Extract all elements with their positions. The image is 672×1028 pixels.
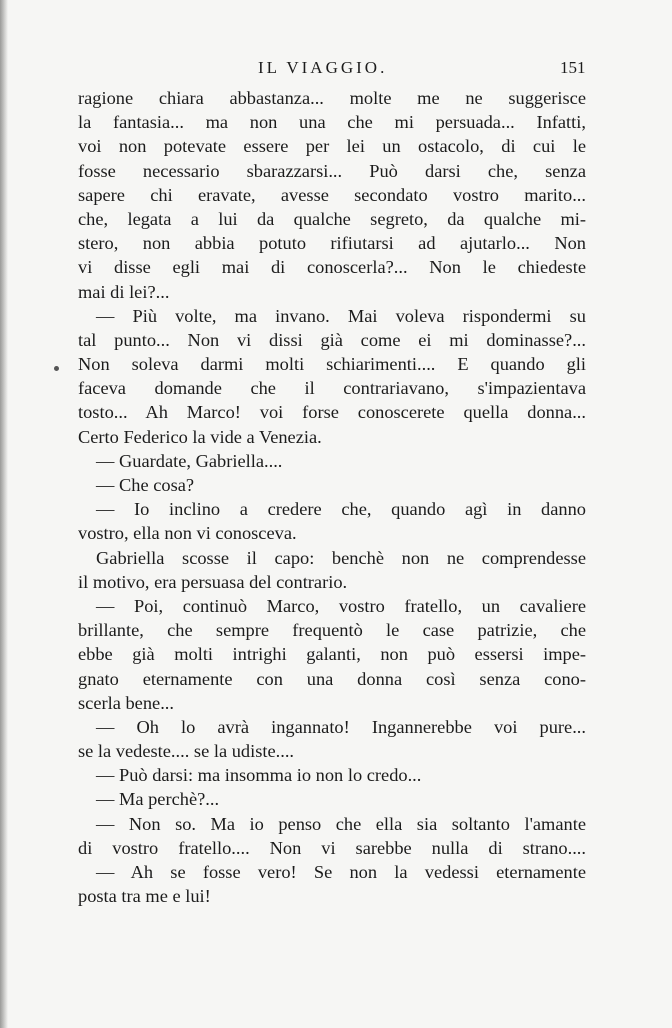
text-line: ragione chiara abbastanza... molte me ne suggerisce — [78, 88, 586, 108]
text-line: il motivo, era persuasa del contrario. — [78, 571, 348, 592]
page-number: 151 — [560, 58, 586, 77]
text-line: — Guardate, Gabriella.... — [96, 450, 283, 471]
ink-speck — [54, 366, 59, 371]
text-line: mai di lei?... — [78, 281, 170, 302]
text-line: vostro, ella non vi conosceva. — [78, 523, 297, 544]
text-line: — Ah se fosse vero! Se non la vedessi eternamente — [96, 862, 586, 882]
text-line: la fantasia... ma non una che mi persuada... Infatti, — [78, 112, 586, 133]
text-line: tal punto... Non vi dissi già come ei mi dominasse?... — [78, 329, 586, 350]
text-line: — Poi, continuò Marco, vostro fratello, un cavaliere — [96, 595, 586, 616]
text-line: Non soleva darmi molti schiarimenti.... E quando gli — [78, 354, 586, 375]
text-line: — Non so. Ma io penso che ella sia soltanto l'amante — [96, 813, 586, 834]
body-text — [78, 86, 586, 908]
text-line: Certo Federico la vide a Venezia. — [78, 426, 322, 447]
text-line: posta tra me e lui! — [78, 886, 211, 907]
text-line: brillante, che sempre frequentò le case patrizie, che — [78, 620, 586, 641]
text-line: vi disse egli mai di conoscerla?... Non le chiedeste — [78, 257, 586, 278]
text-line: — Oh lo avrà ingannato! Ingannerebbe voi pure... — [96, 716, 586, 737]
page-header — [0, 56, 672, 86]
text-line: — Più volte, ma invano. Mai voleva rispondermi su — [96, 305, 586, 326]
binding-gutter — [0, 0, 8, 1028]
text-line: — Ma perchè?... — [96, 789, 220, 810]
text-line: Gabriella scosse il capo: benchè non ne comprendesse — [96, 547, 586, 568]
text-line: — Può darsi: ma insomma io non lo credo... — [96, 765, 422, 786]
running-title: IL VIAGGIO. — [258, 58, 388, 77]
text-line: scerla bene... — [78, 692, 174, 713]
text-line: fosse necessario sbarazzarsi... Può darsi che, senza — [78, 160, 586, 181]
text-line: ebbe già molti intrighi galanti, non può essersi impe- — [78, 644, 586, 665]
text-line: sapere chi eravate, avesse secondato vostro marito... — [78, 184, 586, 205]
text-line: se la vedeste.... se la udiste.... — [78, 741, 295, 762]
text-line: stero, non abbia potuto rifiutarsi ad ajutarlo... Non — [78, 233, 586, 254]
text-line: di vostro fratello.... Non vi sarebbe nulla di strano.... — [78, 837, 586, 858]
text-line: — Io inclino a credere che, quando agì in danno — [96, 499, 586, 520]
text-line: tosto... Ah Marco! voi forse conoscerete quella donna... — [78, 402, 586, 423]
text-line: gnato eternamente con una donna così senza cono- — [78, 668, 586, 689]
text-line: — Che cosa? — [96, 475, 195, 495]
text-line: che, legata a lui da qualche segreto, da qualche mi- — [78, 208, 586, 229]
text-line: voi non potevate essere per lei un ostacolo, di cui le — [78, 136, 586, 157]
text-line: faceva domande che il contrariavano, s'impazientava — [78, 378, 586, 399]
